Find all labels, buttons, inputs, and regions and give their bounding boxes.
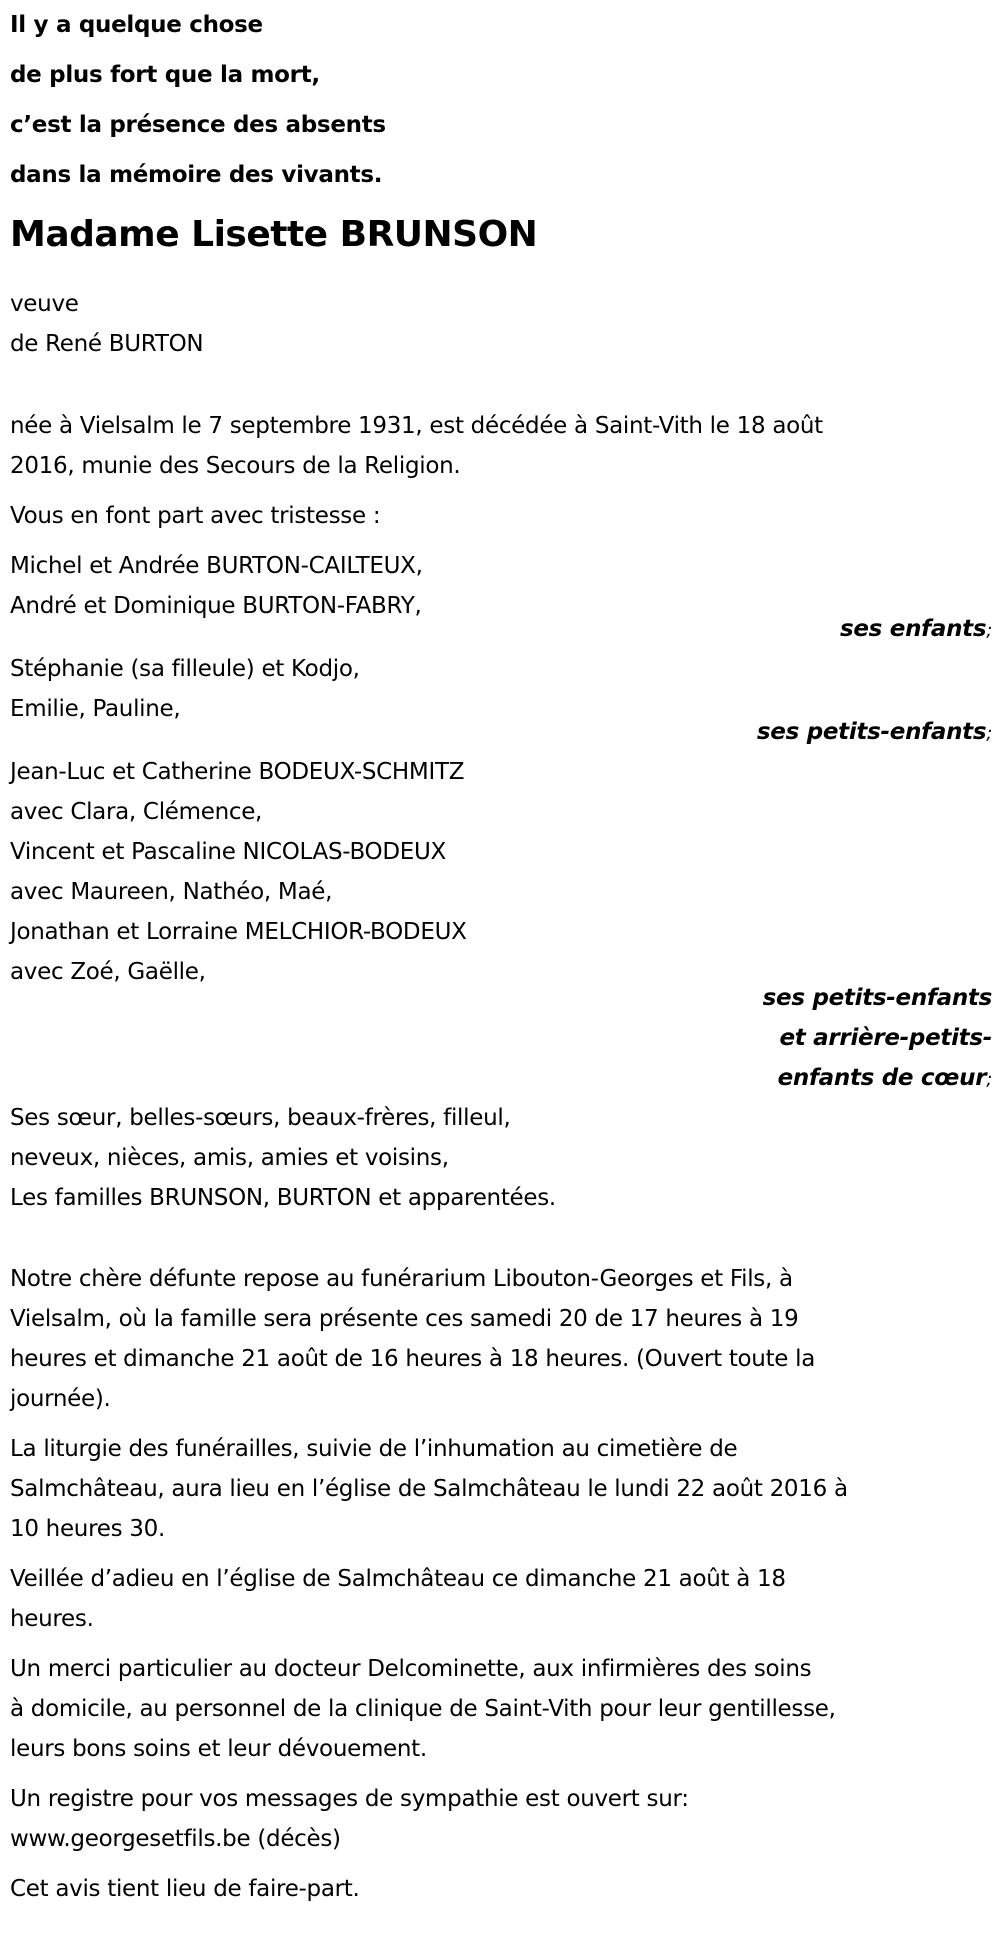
text-line: Un merci particulier au docteur Delcominette, aux infirmières des soins: [10, 1656, 812, 1682]
text-line: Cet avis tient lieu de faire-part.: [10, 1876, 360, 1902]
epigraph-line: dans la mémoire des vivants.: [10, 162, 383, 188]
text-line: veuve: [10, 291, 79, 317]
relation-label: enfants de cœur;: [777, 1065, 992, 1091]
obituary-notice: [10, 0, 992, 1909]
text-line: Veillée d’adieu en l’église de Salmchâteau ce dimanche 21 août à 18: [10, 1566, 786, 1592]
register-paragraph: [10, 1779, 992, 1859]
birth-death-info: [10, 406, 992, 486]
spouse-info: [10, 284, 992, 364]
family-line: avec Clara, Clémence,: [10, 799, 263, 825]
thanks-paragraph: [10, 1649, 992, 1769]
family-line: André et Dominique BURTON-FABRY,: [10, 593, 422, 619]
text-line: heures.: [10, 1606, 94, 1632]
family-line: Jean-Luc et Catherine BODEUX-SCHMITZ: [10, 759, 465, 785]
text-line: heures et dimanche 21 août de 16 heures à 18 heures. (Ouvert toute la: [10, 1346, 816, 1372]
text-line: Vielsalm, où la famille sera présente ces samedi 20 de 17 heures à 19: [10, 1306, 799, 1332]
epigraph-line: c’est la présence des absents: [10, 112, 386, 138]
text-line: 2016, munie des Secours de la Religion.: [10, 453, 461, 479]
text-line: de René BURTON: [10, 331, 204, 357]
relation-label: ses petits-enfants;: [756, 719, 992, 745]
text-line: à domicile, au personnel de la clinique de Saint-Vith pour leur gentillesse,: [10, 1696, 836, 1722]
text-line: leurs bons soins et leur dévouement.: [10, 1736, 427, 1762]
epigraph-line: de plus fort que la mort,: [10, 62, 320, 88]
text-line: née à Vielsalm le 7 septembre 1931, est décédée à Saint-Vith le 18 août: [10, 413, 823, 439]
family-group-children: [10, 546, 992, 649]
epigraph-line: Il y a quelque chose: [10, 12, 263, 38]
epigraph: [10, 0, 992, 200]
family-line: Jonathan et Lorraine MELCHIOR-BODEUX: [10, 919, 467, 945]
family-line: avec Zoé, Gaëlle,: [10, 959, 206, 985]
family-line: avec Maureen, Nathéo, Maé,: [10, 879, 333, 905]
family-line: Vincent et Pascaline NICOLAS-BODEUX: [10, 839, 446, 865]
vigil-paragraph: [10, 1559, 992, 1639]
text-line: Les familles BRUNSON, BURTON et apparentées.: [10, 1185, 556, 1211]
text-line: journée).: [10, 1386, 111, 1412]
deceased-name: Madame Lisette BRUNSON: [10, 214, 538, 255]
text-line: Un registre pour vos messages de sympathie est ouvert sur:: [10, 1786, 689, 1812]
family-line: Stéphanie (sa filleule) et Kodjo,: [10, 656, 360, 682]
relation-label: ses enfants;: [839, 616, 992, 642]
family-group-grandchildren: [10, 649, 992, 752]
text-line: 10 heures 30.: [10, 1516, 165, 1542]
closing-paragraph: [10, 1869, 992, 1909]
register-link[interactable]: www.georgesetfils.be (décès): [10, 1826, 341, 1852]
relation-label: et arrière-petits-: [779, 1025, 992, 1051]
other-relatives: [10, 1098, 992, 1218]
family-line: Michel et Andrée BURTON-CAILTEUX,: [10, 553, 423, 579]
text-line: Ses sœur, belles-sœurs, beaux-frères, filleul,: [10, 1105, 511, 1131]
funeral-paragraph: [10, 1429, 992, 1549]
text-line: neveux, nièces, amis, amies et voisins,: [10, 1145, 449, 1171]
relation-label: ses petits-enfants: [762, 985, 992, 1011]
text-line: Notre chère défunte repose au funérarium Libouton-Georges et Fils, à: [10, 1266, 793, 1292]
family-line: Emilie, Pauline,: [10, 696, 181, 722]
text-line: La liturgie des funérailles, suivie de l’inhumation au cimetière de: [10, 1436, 738, 1462]
text-line: Salmchâteau, aura lieu en l’église de Salmchâteau le lundi 22 août 2016 à: [10, 1476, 848, 1502]
visitation-paragraph: [10, 1259, 992, 1419]
family-group-heart-grandchildren: [10, 752, 992, 1098]
announcement: Vous en font part avec tristesse :: [10, 503, 381, 529]
